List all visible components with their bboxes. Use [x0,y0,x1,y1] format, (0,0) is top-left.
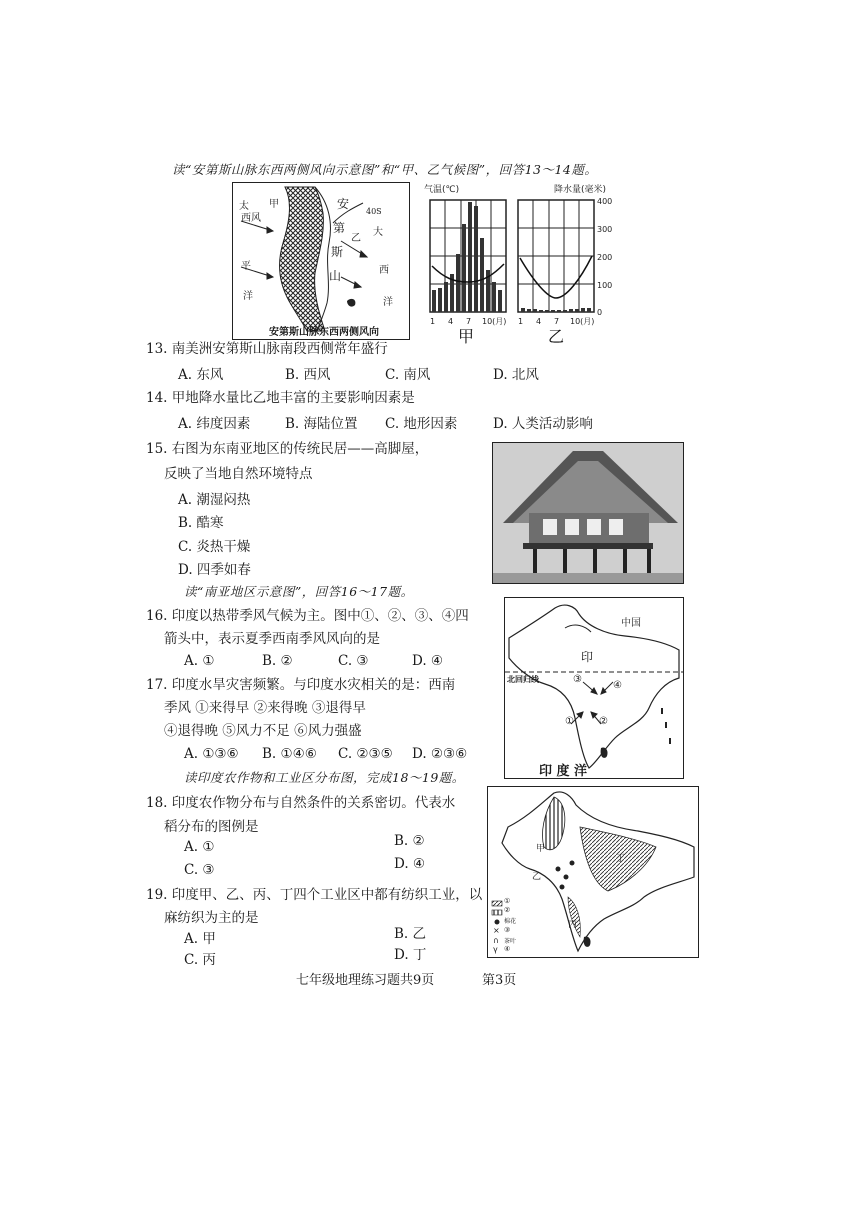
svg-text:∩: ∩ [493,936,499,945]
footer-page: 第3页 [482,973,517,988]
andes-mountains [280,187,325,331]
border-line [565,625,591,632]
temp-axis-label: 气温(℃) [424,185,460,195]
label-yang: 洋 [243,291,253,302]
q18-stem-line2: 稻分布的图例是 [164,819,259,835]
island [347,299,355,307]
label-china: 中国 [621,618,641,629]
chart-jia-name: 甲 [458,327,475,346]
industry-label-ding: 丁 [616,854,626,864]
q17-stem-line1: 17. 印度水旱灾害频繁。与印度水灾相关的是：西南 [146,677,456,693]
india-map-svg [488,787,698,957]
label-shan: 山 [329,269,342,283]
q16-stem-line2: 箭头中，表示夏季西南季风风向的是 [164,631,380,647]
label-an: 安 [337,197,350,211]
q17-option-d: D. ②③⑥ [412,746,468,762]
svg-text:0: 0 [597,308,603,317]
eastern-islands [661,708,671,744]
andes-map-caption: 安第斯山脉东西两侧风向 [269,327,379,338]
intro-13-14: 读“安第斯山脉东西两侧风向示意图”和“甲、乙气候图”，回答13～14题。 [172,162,598,177]
legend-item-2: ② [504,906,511,914]
q16-option-d: D. ④ [412,653,444,669]
label-lat: 40S [366,207,382,216]
q17-option-b: B. ①④⑥ [262,746,317,762]
q17-stem-line3: ④退得晚 ⑤风力不足 ⑥风力强盛 [164,723,362,739]
intro-18-19: 读印度农作物和工业区分布图，完成18～19题。 [184,770,465,785]
q17-stem-line2: 季风 ①来得早 ②来得晚 ③退得早 [164,700,366,716]
legend-item-cotton: 棉花 [504,918,517,925]
q17-option-a: A. ①③⑥ [184,746,239,762]
q14-option-c: C. 地形因素 [385,416,458,432]
month-ticks-jia [430,317,506,326]
arrow-label-3: ③ [573,674,582,685]
south-asia-map [504,597,684,779]
label-xi: 西 [379,265,389,276]
q19-stem-line2: 麻纺织为主的是 [164,910,259,926]
legend-item-1: ① [504,897,511,905]
svg-text:7: 7 [466,317,472,326]
q18-stem-line1: 18. 印度农作物分布与自然条件的关系密切。代表水 [146,795,456,811]
svg-text:10(月): 10(月) [570,317,595,326]
svg-text:γ: γ [493,945,498,954]
q14-stem: 14. 甲地降水量比乙地丰富的主要影响因素是 [146,390,415,406]
precip-tick-labels [597,197,612,317]
label-westerly: 西风 [241,213,261,224]
q15-stem-line2: 反映了当地自然环境特点 [164,466,313,482]
south-asia-svg [505,598,683,778]
crop-markers [556,861,575,890]
q14-option-d: D. 人类活动影响 [493,416,593,432]
q18-option-d: D. ④ [394,856,426,872]
q16-option-b: B. ② [262,653,293,669]
label-tai: 太 [239,201,249,212]
arrow-label-2: ② [599,716,608,727]
sri-lanka [601,747,608,757]
india-agri-industry-map [487,786,699,958]
q16-stem-line1: 16. 印度以热带季风气候为主。图中①、②、③、④四 [146,608,469,624]
svg-text:1: 1 [518,317,524,326]
q19-option-c: C. 丙 [184,952,216,968]
stilt-house-svg [493,443,683,583]
footer-title: 七年级地理练习题共9页 [296,973,435,988]
q16-option-a: A. ① [184,653,215,669]
subcontinent-outline [509,605,679,768]
q19-option-a: A. 甲 [184,931,216,947]
svg-text:200: 200 [597,253,613,262]
q14-option-b: B. 海陆位置 [285,416,358,432]
q15-option-b: B. 酷寒 [178,515,224,531]
q13-option-a: A. 东风 [178,367,224,383]
label-jia: 甲 [269,199,279,210]
q13-option-c: C. 南风 [385,367,431,383]
stilt-house-photo [492,442,684,584]
q17-option-c: C. ②③⑤ [338,746,393,762]
q13-option-d: D. 北风 [493,367,539,383]
svg-text:400: 400 [597,197,613,206]
svg-text:7: 7 [554,317,560,326]
svg-text:300: 300 [597,225,613,234]
label-yin: 印 [581,650,594,664]
andes-wind-map [232,182,410,340]
q15-option-c: C. 炎热干燥 [178,539,251,555]
sri-lanka-2 [584,936,591,946]
arrow-label-4: ④ [613,680,622,691]
climate-charts [414,178,614,346]
legend-item-4: ④ [504,945,511,953]
industry-label-bing: 丙 [568,920,578,930]
chart-yi-temp-line [520,256,592,298]
label-tropic: 北回归线 [507,674,539,684]
q13-option-b: B. 西风 [285,367,331,383]
precip-axis-label: 降水量(毫米) [554,185,607,195]
svg-text:1: 1 [430,317,436,326]
industry-label-jia: 甲 [536,844,546,854]
q18-option-c: C. ③ [184,862,215,878]
svg-text:100: 100 [597,281,613,290]
arrow-label-1: ① [565,716,574,727]
q16-option-c: C. ③ [338,653,369,669]
q15-stem-line1: 15. 右图为东南亚地区的传统民居——高脚屋， [146,441,429,457]
label-si: 斯 [331,245,344,259]
q19-stem-line1: 19. 印度甲、乙、丙、丁四个工业区中都有纺织工业，以 [146,887,483,903]
q19-option-b: B. 乙 [394,926,427,942]
svg-text:×: × [493,926,500,935]
svg-text:4: 4 [448,317,454,326]
svg-text:10(月): 10(月) [482,317,507,326]
chart-yi [518,200,594,312]
label-yi: 乙 [351,233,361,244]
industry-label-yi: 乙 [532,872,542,882]
label-di: 第 [333,221,346,235]
month-ticks-yi [518,317,594,326]
legend-item-3: ③ [504,926,511,934]
wheat-region [542,797,564,850]
q19-option-d: D. 丁 [394,947,427,963]
svg-text:4: 4 [536,317,542,326]
label-ping: 平 [241,261,251,272]
legend-item-tea: 茶叶 [504,938,517,945]
label-indian-ocean: 印 度 洋 [539,764,588,779]
label-yang2: 洋 [383,297,393,308]
q18-option-a: A. ① [184,839,215,855]
label-da: 大 [373,227,383,238]
intro-16-17: 读“南亚地区示意图”，回答16～17题。 [184,584,414,599]
chart-yi-name: 乙 [548,327,565,346]
q18-option-b: B. ② [394,833,425,849]
q13-stem: 13. 南美洲安第斯山脉南段西侧常年盛行 [146,341,388,357]
legend-box [492,901,502,954]
q15-option-a: A. 潮湿闷热 [178,492,251,508]
q15-option-d: D. 四季如春 [178,562,251,578]
q14-option-a: A. 纬度因素 [178,416,251,432]
